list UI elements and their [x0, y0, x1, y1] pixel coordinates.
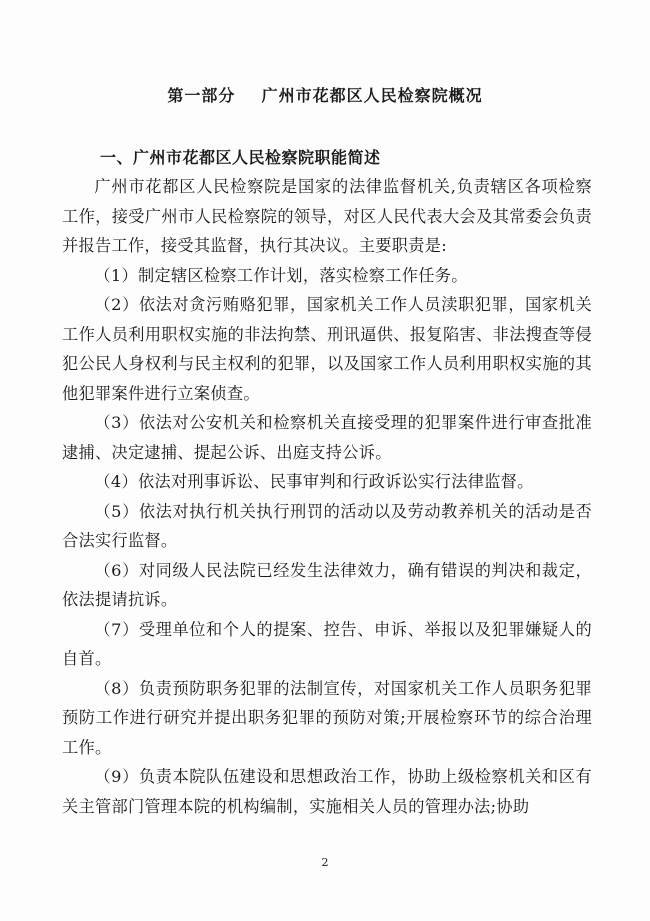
page-number: 2: [321, 856, 329, 869]
paragraph-item-6: （6）对同级人民法院已经发生法律效力，确有错误的判决和裁定，依法提请抗诉。: [62, 560, 592, 609]
paragraph-intro: 广州市花都区人民检察院是国家的法律监督机关,负责辖区各项检察工作，接受广州市人民检察院的领导，对区人民代表大会及其常委会负责并报告工作，接受其监督，执行其决议。主要职责是:: [62, 177, 592, 255]
paragraph-item-4: （4）依法对刑事诉讼、民事审判和行政诉讼实行法律监督。: [94, 472, 534, 491]
section-heading: 一、广州市花都区人民检察院职能简述: [100, 148, 381, 167]
page-title: 第一部分 广州市花都区人民检察院概况: [167, 86, 483, 105]
paragraph-item-3: （3）依法对公安机关和检察机关直接受理的犯罪案件进行审查批准逮捕、决定逮捕、提起公诉、出庭支持公诉。: [62, 413, 592, 462]
paragraph-item-5: （5）依法对执行机关执行刑罚的活动以及劳动教养机关的活动是否合法实行监督。: [62, 501, 592, 550]
paragraph-item-8: （8）负责预防职务犯罪的法制宣传，对国家机关工作人员职务犯罪预防工作进行研究并提出职务犯罪的预防对策;开展检察环节的综合治理工作。: [62, 678, 592, 757]
paragraph-item-2: （2）依法对贪污贿赂犯罪，国家机关工作人员渎职犯罪，国家机关工作人员利用职权实施的非法拘禁、刑讯逼供、报复陷害、非法搜查等侵犯公民人身权利与民主权利的犯罪，以及国家工作人员利用职权实施的其他犯罪案件进行立案侦查。: [62, 295, 592, 403]
paragraph-item-1: （1）制定辖区检察工作计划，落实检察工作任务。: [94, 265, 468, 285]
paragraph-item-9: （9）负责本院队伍建设和思想政治工作，协助上级检察机关和区有关主管部门管理本院的机构编制，实施相关人员的管理办法;协助: [62, 767, 592, 816]
paragraph-item-7: （7）受理单位和个人的提案、控告、申诉、举报以及犯罪嫌疑人的自首。: [62, 619, 592, 668]
body-text: [62, 172, 592, 821]
